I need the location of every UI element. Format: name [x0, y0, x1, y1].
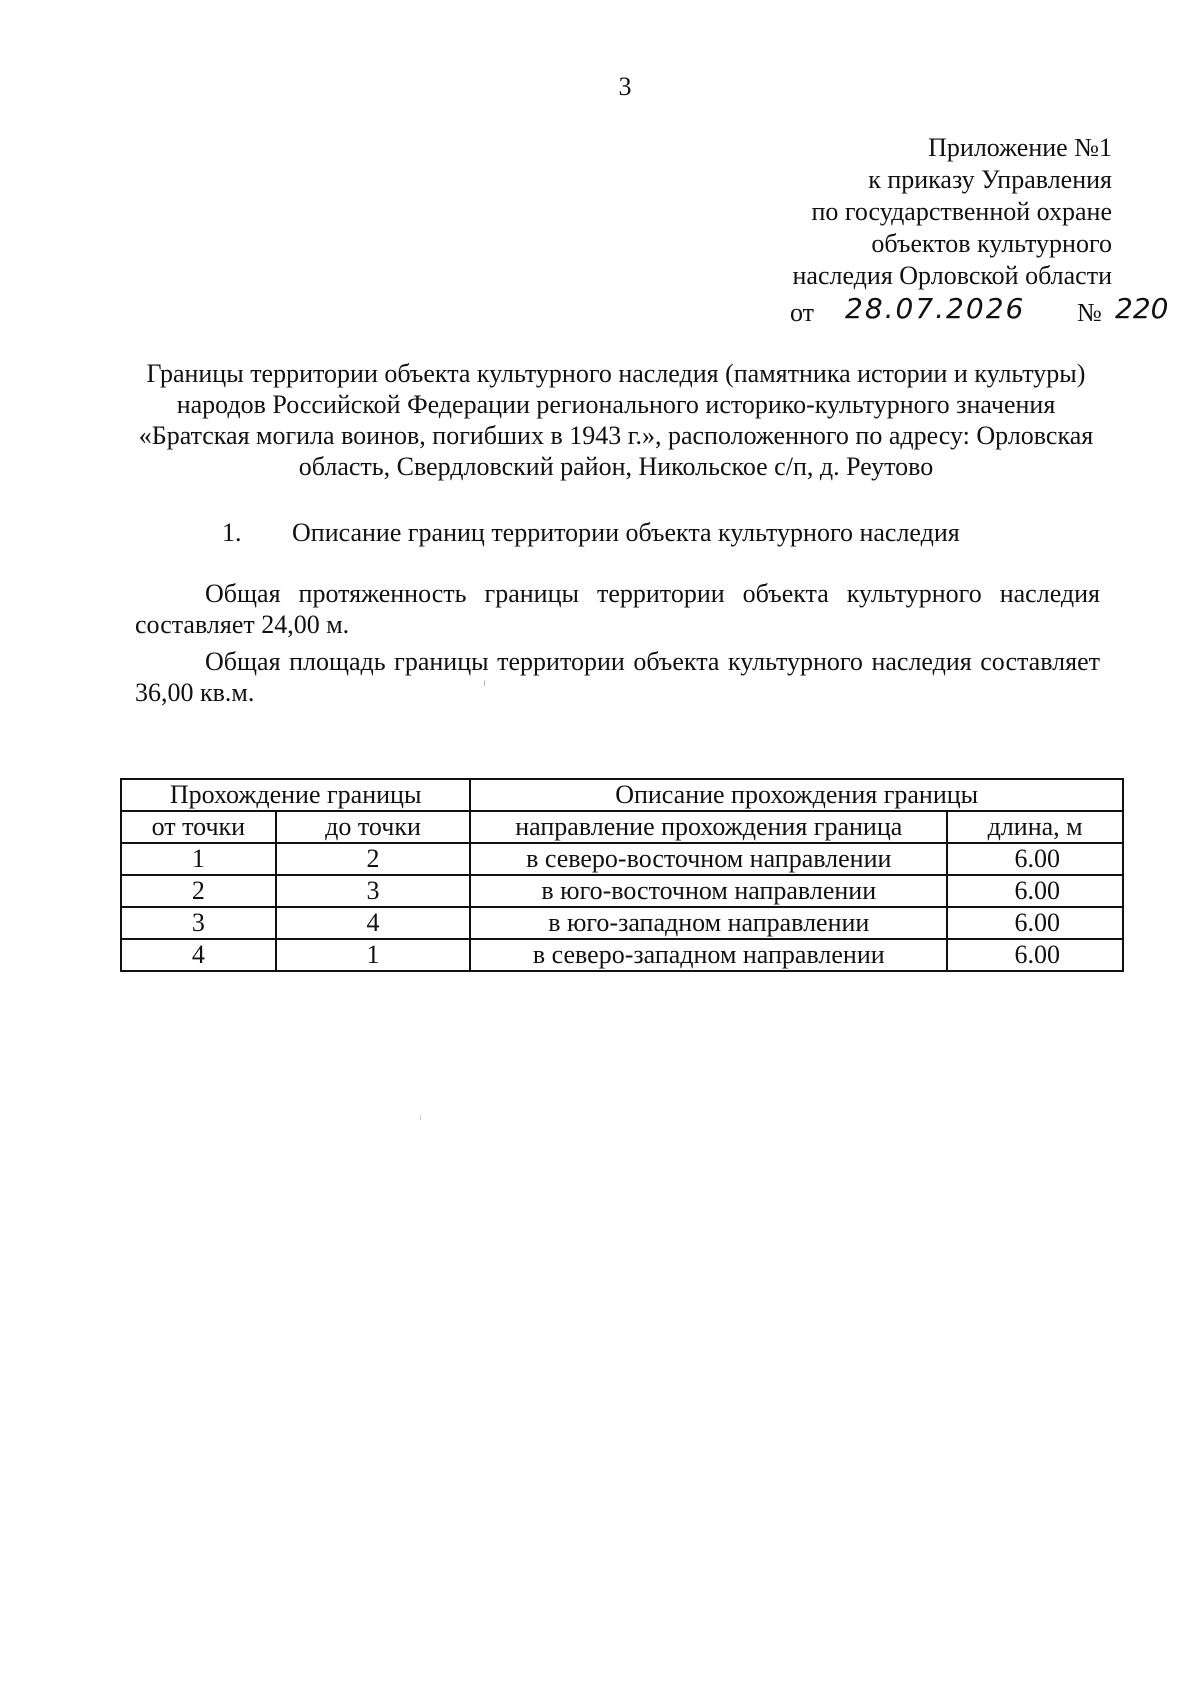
column-header-from: от точки	[121, 811, 276, 843]
page-number: 3	[618, 72, 632, 101]
group-header-passage: Прохождение границы	[121, 779, 470, 811]
appendix-line: по государственной охране	[811, 197, 1112, 226]
cell-length: 6.00	[947, 843, 1123, 875]
table-row	[121, 939, 1123, 971]
appendix-line: наследия Орловской области	[792, 261, 1112, 290]
table-header-row	[121, 811, 1123, 843]
table-group-header-row	[121, 779, 1123, 811]
cell-to: 2	[276, 843, 471, 875]
section-heading	[222, 518, 960, 548]
handwritten-number: 220	[1115, 292, 1169, 325]
appendix-header	[793, 132, 1112, 292]
cell-from: 2	[121, 875, 276, 907]
area-paragraph: Общая площадь границы территории объекта культурного наследия составляет 36,00 кв.м.	[135, 647, 1100, 707]
boundary-table	[120, 778, 1124, 972]
length-paragraph: Общая протяженность границы территории объекта культурного наследия составляет 24,00 м.	[135, 579, 1100, 639]
table-row	[121, 843, 1123, 875]
column-header-to: до точки	[276, 811, 471, 843]
cell-from: 3	[121, 907, 276, 939]
cell-direction: в юго-восточном направлении	[470, 875, 947, 907]
table-row	[121, 907, 1123, 939]
scan-mark	[420, 1115, 421, 1120]
column-header-length: длина, м	[947, 811, 1123, 843]
cell-to: 3	[276, 875, 471, 907]
handwritten-date: 28.07.2026	[845, 292, 1026, 325]
cell-length: 6.00	[947, 907, 1123, 939]
cell-length: 6.00	[947, 939, 1123, 971]
cell-direction: в северо-западном направлении	[470, 939, 947, 971]
cell-from: 4	[121, 939, 276, 971]
section-number: 1.	[222, 518, 242, 547]
scan-mark	[484, 680, 485, 686]
appendix-line: к приказу Управления	[868, 165, 1112, 194]
cell-from: 1	[121, 843, 276, 875]
cell-to: 4	[276, 907, 471, 939]
document-title: Границы территории объекта культурного наследия (памятника истории и культуры) народов Российской Федерации регионального историко-культурного значения «Братская могила воинов, погибших в 1943 г.», расположенного по адресу: Орловская область, Свердловский район, Никольское с/п, д. Реутово	[138, 359, 1094, 481]
cell-direction: в северо-восточном направлении	[470, 843, 947, 875]
appendix-line: объектов культурного	[871, 229, 1112, 258]
order-date-number	[790, 292, 1170, 332]
appendix-line: Приложение №1	[928, 133, 1112, 162]
group-header-description: Описание прохождения границы	[470, 779, 1123, 811]
section-title: Описание границ территории объекта культурного наследия	[292, 518, 960, 547]
cell-length: 6.00	[947, 875, 1123, 907]
table-row	[121, 875, 1123, 907]
from-label: от	[790, 298, 815, 327]
cell-to: 1	[276, 939, 471, 971]
cell-direction: в юго-западном направлении	[470, 907, 947, 939]
number-label: №	[1077, 298, 1102, 327]
column-header-direction: направление прохождения граница	[470, 811, 947, 843]
